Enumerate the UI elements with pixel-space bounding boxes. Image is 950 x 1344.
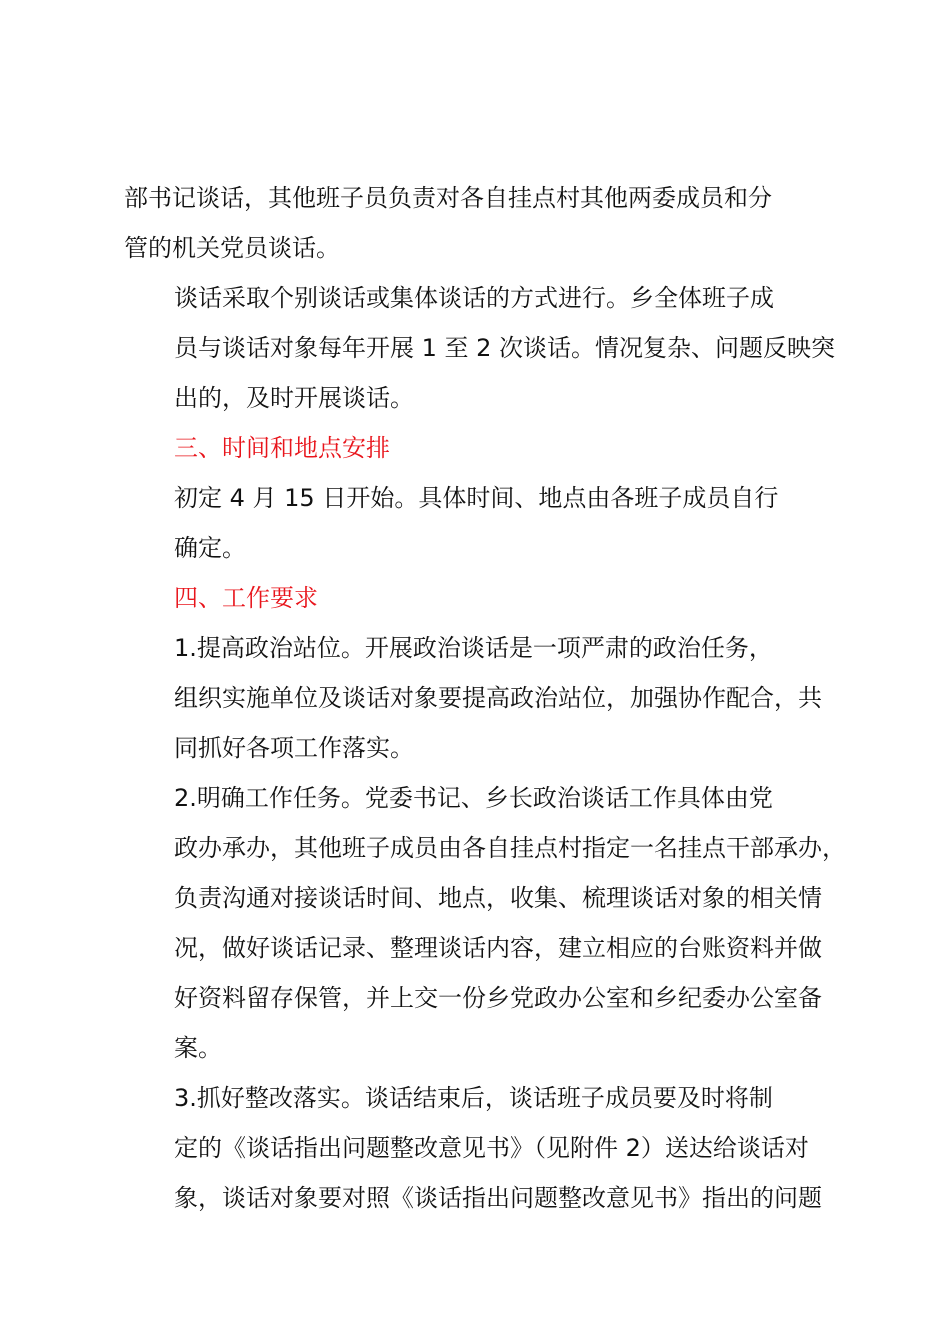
text-line: 管的机关党员谈话。 xyxy=(124,234,340,262)
section-heading-time-place xyxy=(124,423,832,473)
text-line: 同抓好各项工作落实。 xyxy=(174,734,414,762)
document-body xyxy=(124,173,846,1223)
paragraph-intro-continued xyxy=(124,173,832,273)
text-line: 员与谈话对象每年开展 1 至 2 次谈话。情况复杂、问题反映突 xyxy=(174,334,836,362)
text-line: 初定 4 月 15 日开始。具体时间、地点由各班子成员自行 xyxy=(174,484,779,512)
text-line: 组织实施单位及谈话对象要提高政治站位，加强协作配合，共 xyxy=(174,684,822,712)
text-line: 1.提高政治站位。开展政治谈话是一项严肃的政治任务， xyxy=(174,634,773,662)
text-line: 案。 xyxy=(174,1034,222,1062)
text-line: 2.明确工作任务。党委书记、乡长政治谈话工作具体由党 xyxy=(174,784,773,812)
paragraph-start-date xyxy=(124,473,832,573)
text-line: 出的，及时开展谈话。 xyxy=(174,384,414,412)
paragraph-requirement-2 xyxy=(124,773,846,1073)
text-line: 负责沟通对接谈话时间、地点，收集、梳理谈话对象的相关情 xyxy=(174,884,822,912)
text-line: 况，做好谈话记录、整理谈话内容，建立相应的台账资料并做 xyxy=(174,934,822,962)
text-line: 部书记谈话，其他班子员负责对各自挂点村其他两委成员和分 xyxy=(124,184,772,212)
text-line: 好资料留存保管，并上交一份乡党政办公室和乡纪委办公室备 xyxy=(174,984,822,1012)
text-line: 谈话采取个别谈话或集体谈话的方式进行。乡全体班子成 xyxy=(174,284,774,312)
heading-text: 四、工作要求 xyxy=(174,584,318,612)
section-heading-requirements xyxy=(124,573,832,623)
heading-text: 三、时间和地点安排 xyxy=(174,434,390,462)
text-line: 3.抓好整改落实。谈话结束后，谈话班子成员要及时将制 xyxy=(174,1084,773,1112)
paragraph-requirement-1 xyxy=(124,623,832,773)
text-line: 政办承办，其他班子成员由各自挂点村指定一名挂点干部承办， xyxy=(174,834,846,862)
text-line: 确定。 xyxy=(174,534,246,562)
text-line: 象，谈话对象要对照《谈话指出问题整改意见书》指出的问题 xyxy=(174,1184,822,1212)
paragraph-talk-method xyxy=(124,273,836,423)
paragraph-requirement-3 xyxy=(124,1073,832,1223)
text-line: 定的《谈话指出问题整改意见书》（见附件 2）送达给谈话对 xyxy=(174,1134,809,1162)
